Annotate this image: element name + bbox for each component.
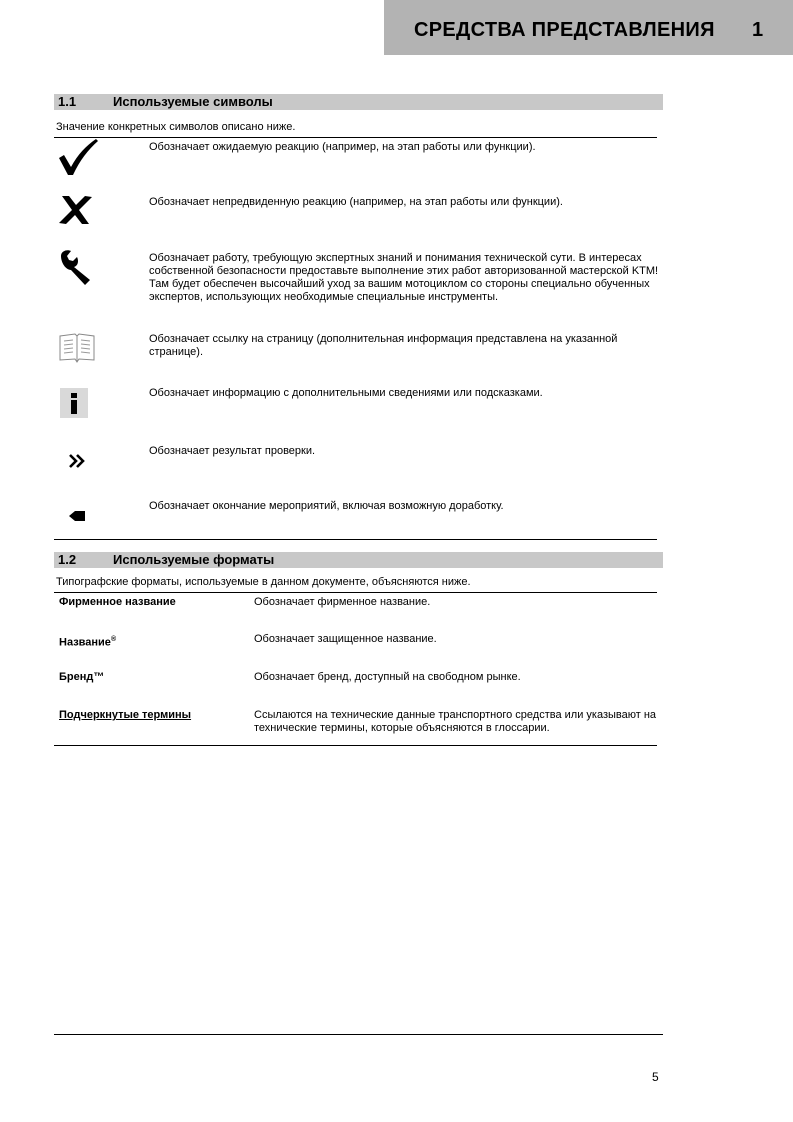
section-heading-formats [54, 552, 663, 568]
divider [54, 592, 657, 593]
symbol-description: Обозначает информацию с дополнительными сведениями или подсказками. [149, 387, 543, 399]
symbol-description: Обозначает окончание мероприятий, включая возможную доработку. [149, 500, 504, 512]
format-description: Обозначает защищенное название. [254, 633, 437, 645]
chapter-title: СРЕДСТВА ПРЕДСТАВЛЕНИЯ [414, 19, 715, 41]
trademark-mark: ™ [93, 671, 105, 683]
format-term-text: Бренд [59, 671, 94, 683]
registered-mark: ® [110, 636, 117, 643]
section-intro: Значение конкретных символов описано ниже. [56, 121, 296, 133]
section-heading-symbols [54, 94, 663, 110]
format-term [59, 671, 239, 684]
format-description: Ссылаются на технические данные транспортного средства или указывают на технические термины, которые объясняются в глоссарии. [254, 709, 657, 734]
chapter-number: 1 [752, 19, 764, 41]
info-icon [56, 386, 100, 426]
symbol-description: Обозначает непредвиденную реакцию (например, на этап работы или функции). [149, 196, 563, 208]
divider [54, 745, 657, 746]
page-number: 5 [652, 1070, 659, 1084]
divider [54, 137, 657, 138]
double-chevron-icon [56, 448, 100, 488]
cross-icon [56, 190, 100, 230]
book-icon [56, 330, 100, 370]
format-term [59, 633, 239, 650]
format-description: Обозначает бренд, доступный на свободном рынке. [254, 671, 521, 683]
footer-rule [54, 1034, 663, 1035]
end-marker-icon [56, 503, 100, 543]
format-term-text: Название [59, 636, 111, 649]
section-number: 1.2 [58, 552, 77, 567]
format-term-underlined: Подчеркнутые термины [59, 709, 192, 721]
section-title: Используемые форматы [113, 552, 275, 567]
section-title: Используемые символы [113, 94, 273, 109]
symbol-description: Обозначает ссылку на страницу (дополнительная информация представлена на указанной странице). [149, 333, 618, 358]
divider [54, 539, 657, 540]
format-description: Обозначает фирменное название. [254, 596, 431, 608]
section-number: 1.1 [58, 94, 77, 109]
format-term: Фирменное название [59, 596, 176, 608]
symbol-description: Обозначает работу, требующую экспертных знаний и понимания технической сути. В интересах собственной безопасности предоставьте выполнение этих работ авторизованной мастерской KTM! Там будет обеспечен высочайший уход за вашим мотоциклом со стороны специально обученных экспертов, использующих необходимые специальные инструменты. [149, 252, 659, 303]
wrench-icon [56, 247, 100, 287]
symbol-description: Обозначает результат проверки. [149, 445, 316, 457]
checkmark-icon [56, 138, 100, 178]
symbol-description: Обозначает ожидаемую реакцию (например, на этап работы или функции). [149, 141, 536, 153]
section-intro: Типографские форматы, используемые в данном документе, объясняются ниже. [56, 576, 471, 588]
